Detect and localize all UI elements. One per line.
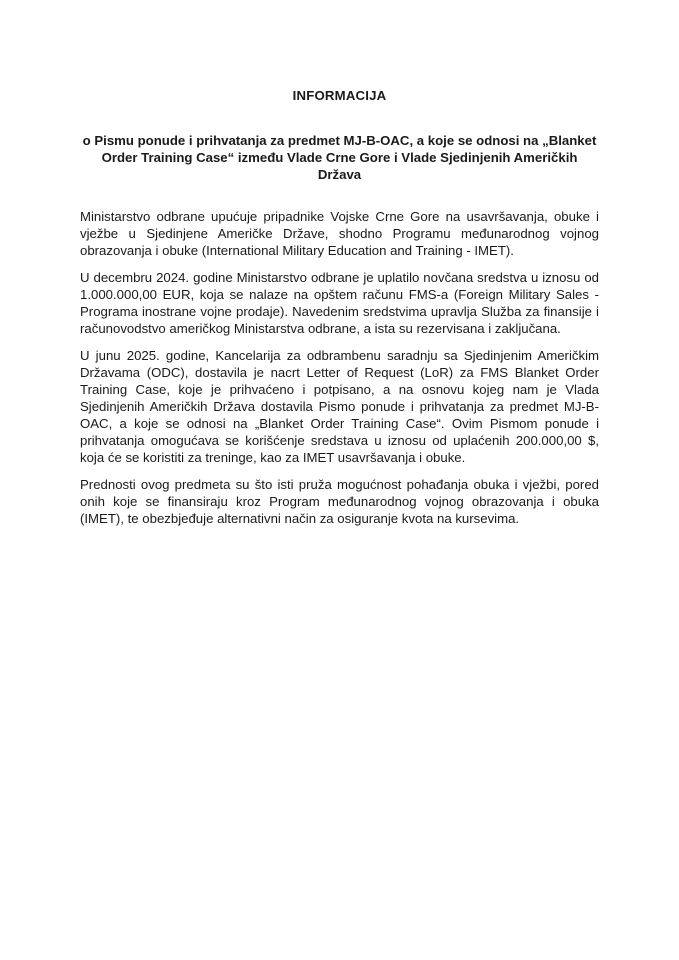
paragraph-3: U junu 2025. godine, Kancelarija za odbrambenu saradnju sa Sjedinjenim Američkim Državama (ODC), dostavila je nacrt Letter of Request (LoR) za FMS Blanket Order Training Case, koje je prihvaćeno i potpisano, a na osnovu kojeg nam je Vlada Sjedinjenih Američkih Država dostavila Pismo ponude i prihvatanja za predmet MJ-B-OAC, a koje se odnosi na „Blanket Order Training Case“. Ovim Pismom ponude i prihvatanja omogućava se korišćenje sredstava u iznosu od uplaćenih 200.000,00 $, koja će se koristiti za treninge, kao za IMET usavršavanja i obuke.	[80, 348, 599, 465]
paragraph-4: Prednosti ovog predmeta su što isti pruža mogućnost pohađanja obuka i vježbi, pored onih koje se finansiraju kroz Program međunarodnog vojnog obrazovanja i obuka (IMET), te obezbjeđuje alternativni način za osiguranje kvota na kursevima.	[80, 477, 599, 526]
paragraph-2: U decembru 2024. godine Ministarstvo odbrane je uplatilo novčana sredstva u iznosu od 1.000.000,00 EUR, koja se nalaze na opštem računu FMS-a (Foreign Military Sales - Programa inostrane vojne prodaje). Navedenim sredstvima upravlja Služba za finansije i računovodstvo američkog Ministarstva odbrane, a ista su rezervisana i zaključana.	[80, 270, 599, 336]
document-title: INFORMACIJA	[292, 88, 387, 103]
document-subtitle: o Pismu ponude i prihvatanja za predmet MJ-B-OAC, a koje se odnosi na „Blanket Order Training Case“ između Vlade Crne Gore i Vlade Sjedinjenih Američkih Država	[82, 133, 597, 182]
paragraph-1: Ministarstvo odbrane upućuje pripadnike Vojske Crne Gore na usavršavanja, obuke i vježbe u Sjedinjene Američke Države, shodno Programu međunarodnog vojnog obrazovanja i obuke (International Military Education and Training - IMET).	[80, 209, 599, 258]
document-body	[80, 208, 599, 537]
